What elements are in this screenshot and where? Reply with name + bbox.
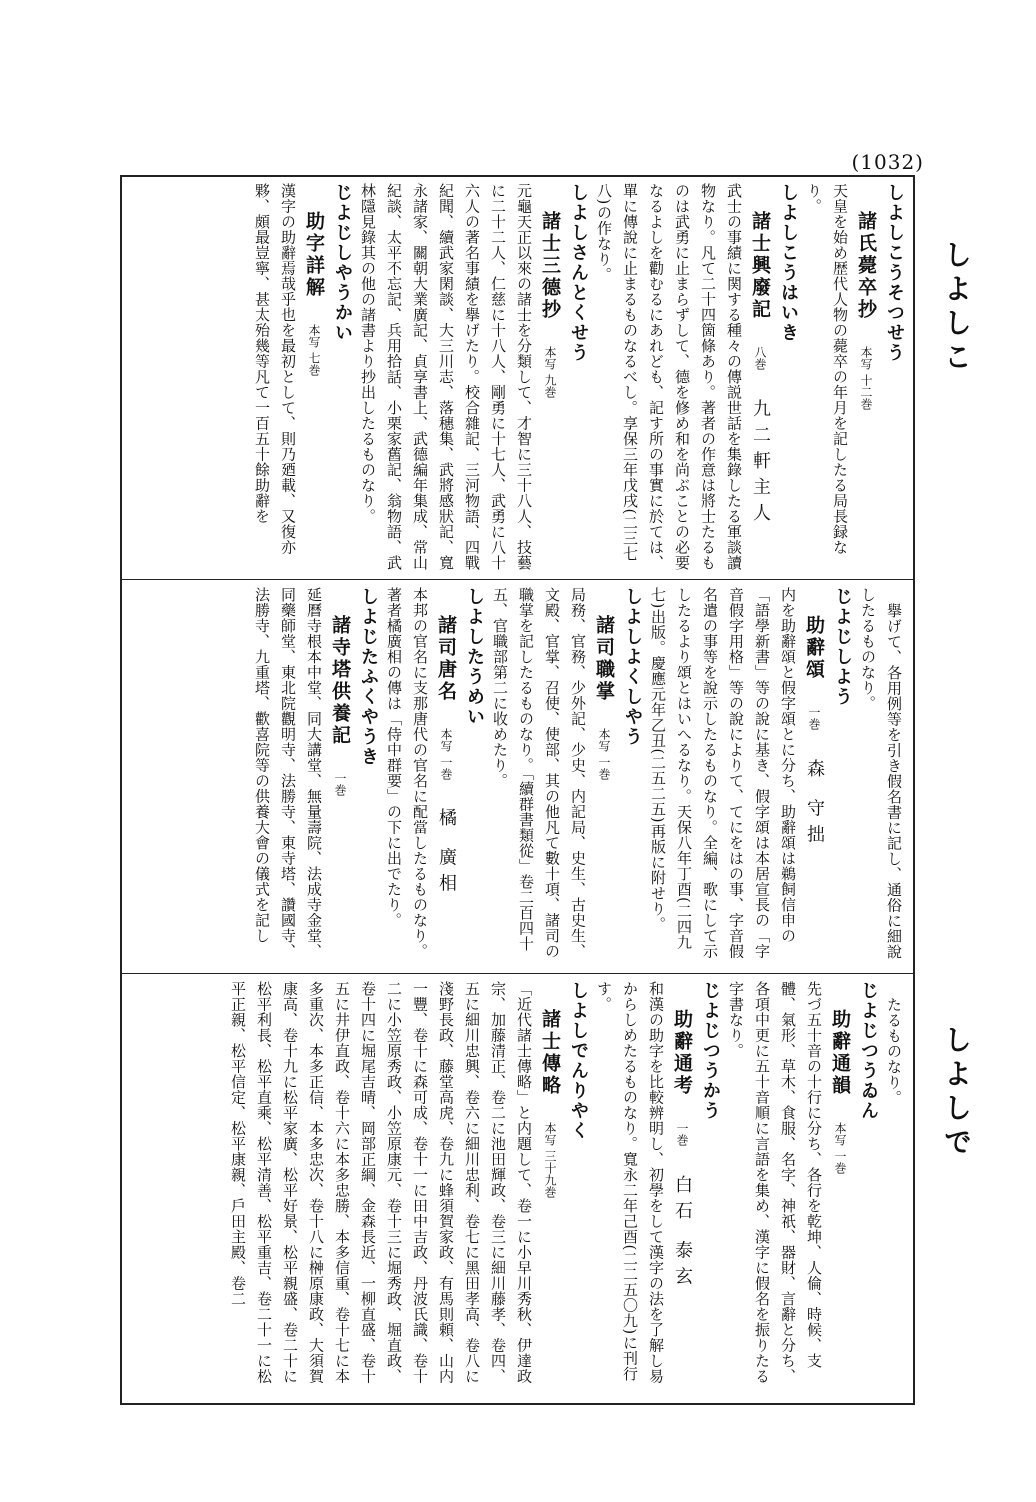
dictionary-entry <box>487 587 645 967</box>
entry-title: 諸士三德抄 <box>539 211 561 321</box>
text-band-1 <box>128 183 907 573</box>
entry-volume: 本写 一巻 <box>439 727 453 780</box>
page-number: (1032) <box>851 150 924 174</box>
entry-volume: 一巻 <box>807 705 821 730</box>
entry-body: 本邦の官名に支那唐代の官名に配當したるものなり。著者橘廣相の傳は「侍中群要」の下に出でたり。 <box>385 587 429 959</box>
entry-body: 武士の事績に関する種々の傳説世話を集錄したる軍談讀物なり。凡て二十四箇條あり。著者の作意は將士たるものは武勇に止まらずして、德を修め和を尚ぶことの必要なるよしを勸むるにあれども、記す所の事實に於ては、單に傳說に止まるものなるべし。享保三年戊戌(二三七八)の作なり。 <box>595 183 743 571</box>
entry-body: 天皇を始め歴代人物の薨卒の年月を記したる局長録なり。 <box>805 183 849 555</box>
entry-body: たるものなり。 <box>885 997 903 1106</box>
entry-volume: 本写 一巻 <box>833 1121 847 1174</box>
dictionary-entry <box>801 183 907 573</box>
entry-volume: 一巻 <box>333 771 347 796</box>
entry-volume: 八巻 <box>753 345 767 370</box>
entry-reading: じよじつうゐん <box>858 981 879 1121</box>
entry-reading: じよじしやうかい <box>332 183 353 343</box>
entry-title: 助字詳解 <box>303 211 325 299</box>
entry-title: 助辭通考 <box>671 1009 693 1097</box>
entry-volume: 本写 七巻 <box>307 323 321 376</box>
text-band-2 <box>128 587 907 967</box>
entry-reading: じよじしよう <box>832 587 853 707</box>
entry-body: 元龜天正以來の諸士を分類して、才智に三十八人、技藝に二十二人、仁慈に十八人、剛勇に十七人、武勇に八十六人の著名事績を擧げたり。校合雜記、三河物語、四戰紀聞、續武家閑談、大三川志、落穗集、武將感狀記、寬永諸家、關朝大業廣記、貞享書上、武德編年集成、常山紀談、太平不忘記、兵用拾話、小栗家舊記、翁物語、武林隱見錄其の他の諸書より抄出したるものなり。 <box>359 183 533 571</box>
entry-body: 和漢の助字を比較辨明し、初學をして漢字の法を了解し易からしめたるものなり。寬永二年己酉(二二五〇九)に刊行す。 <box>595 981 665 1384</box>
dictionary-entry <box>355 183 591 573</box>
page-frame <box>120 175 915 1405</box>
entry-author: 白石 泰玄 <box>672 1174 693 1293</box>
band-divider-2 <box>122 973 913 974</box>
entry-body: 擧げて、各用例等を引き假名書に記し、通俗に細說したるものなり。 <box>859 587 903 960</box>
dictionary-entry <box>249 587 381 967</box>
entry-reading: しよしこうはいき <box>778 183 799 343</box>
dictionary-entry <box>225 981 591 1397</box>
entry-reading: しよしよくしやう <box>622 587 643 747</box>
entry-reading: しよしこうそつせう <box>884 183 905 363</box>
entry-title: 諸寺塔供養記 <box>329 615 351 747</box>
running-head-top: しよしこ <box>940 240 973 376</box>
entry-title: 諸氏薨卒抄 <box>855 211 877 321</box>
entry-body: 内を助辭頌と假字頌とに分ち、助辭頌は鵜飼信申の「語學新書」等の說に基き、假字頌は本居宣長の「字音假字用格」等の說によりて、てにをはの事、字音假名遣の事等を說示したるものなり。全編、歌にして示したるより頌とはいへるなり。天保八年丁酉(二四九七)出版。慶應元年乙丑(二五二五)再版に附せり。 <box>649 587 797 959</box>
entry-title: 諸司唐名 <box>435 615 457 703</box>
entry-volume: 本写 九巻 <box>543 345 557 398</box>
entry-author: 森 守拙 <box>804 758 825 851</box>
band-divider-1 <box>122 579 913 580</box>
entry-body: 「近代諸士傳略」と内題して、卷一に小早川秀秋、伊達政宗、加藤清正、卷二に池田輝政、卷三に細川藤孝、卷四、五に細川忠興、卷六に細川忠利、卷七に黑田孝高、卷八に淺野長政、藤堂高虎、卷九に蜂須賀家政、有馬則頼、山内一豐、卷十に森可成、卷十一に田中吉政、丹波氏識、卷十二に小笠原秀政、小笠原康元、卷十三に堀秀政、堀直政、卷十四に堀尾吉晴、岡部正綱、金森長近、一柳直盛、卷十五に井伊直政、卷十六に本多忠勝、本多信重、卷十七に本多重次、本多正信、本多忠次、卷十八に榊原康政、大須賀康高、卷十九に松平家廣、松平好景、松平親盛、卷二十に松平利長、松平直乘、松平清善、松平重吉、卷二十一に松平正親、松平信定、松平康親、戶田主殿、卷二 <box>229 981 533 1384</box>
entry-body: 局務、官務、少外記、少史、内記局、史生、古史生、文殿、官掌、召使、使部、其の他凡て數十項、諸司の職掌を記したるものなり。「續群書類從」卷二百四十五、官職部第二に收めたり。 <box>491 587 587 959</box>
entry-body: 先づ五十音の十行に分ち、各行を乾坤、人倫、時候、支體、氣形、草木、食服、名字、神祇、器財、言辭と分ち、各項中更に五十音順に言語を集め、漢字に假名を振りたる字書なり。 <box>727 981 823 1384</box>
entry-title: 諸司職掌 <box>593 615 615 703</box>
dictionary-entry <box>645 587 855 967</box>
entry-reading: しよしたうめい <box>464 587 485 727</box>
dictionary-entry <box>723 981 881 1397</box>
entry-volume: 一巻 <box>675 1121 689 1146</box>
entry-title: 諸士傳略 <box>539 1009 561 1097</box>
entry-title: 助辭頌 <box>803 615 825 681</box>
entry-author: 橘 廣相 <box>436 808 457 901</box>
entry-body: 延曆寺根本中堂、同大講堂、無量壽院、法成寺金堂、同藥師堂、東北院觀明寺、法勝寺、東寺塔、讚國寺、法勝寺、九重塔、歡喜院等の供養大會の儀式を記し <box>253 587 323 959</box>
dictionary-entry <box>591 183 801 573</box>
entry-title: 諸士興廢記 <box>749 211 771 321</box>
entry-reading: しよじたふくやうき <box>358 587 379 767</box>
dictionary-entry <box>591 981 723 1397</box>
dictionary-entry-continuation <box>855 587 907 967</box>
dictionary-entry-continuation <box>881 981 907 1397</box>
entry-volume: 本写 十二巻 <box>859 345 873 410</box>
entry-author: 九二軒主人 <box>750 398 771 529</box>
entry-reading: しよしさんとくせう <box>568 183 589 363</box>
dictionary-entry <box>381 587 487 967</box>
entry-volume: 本写 一巻 <box>597 727 611 780</box>
dictionary-entry <box>249 183 355 573</box>
running-head-bottom: しよしで <box>940 1025 973 1161</box>
entry-reading: じよじつうかう <box>700 981 721 1121</box>
entry-volume: 本写 三十九巻 <box>543 1121 557 1198</box>
entry-body: 漢字の助辭焉哉乎也を最初として、則乃廼載、又復亦夥、頗最豈寧、甚太殆幾等凡て一百五十餘助辭を <box>253 183 297 555</box>
entry-reading: しよしでんりやく <box>568 981 589 1141</box>
entry-title: 助辭通韻 <box>829 1009 851 1097</box>
text-band-3 <box>128 981 907 1397</box>
